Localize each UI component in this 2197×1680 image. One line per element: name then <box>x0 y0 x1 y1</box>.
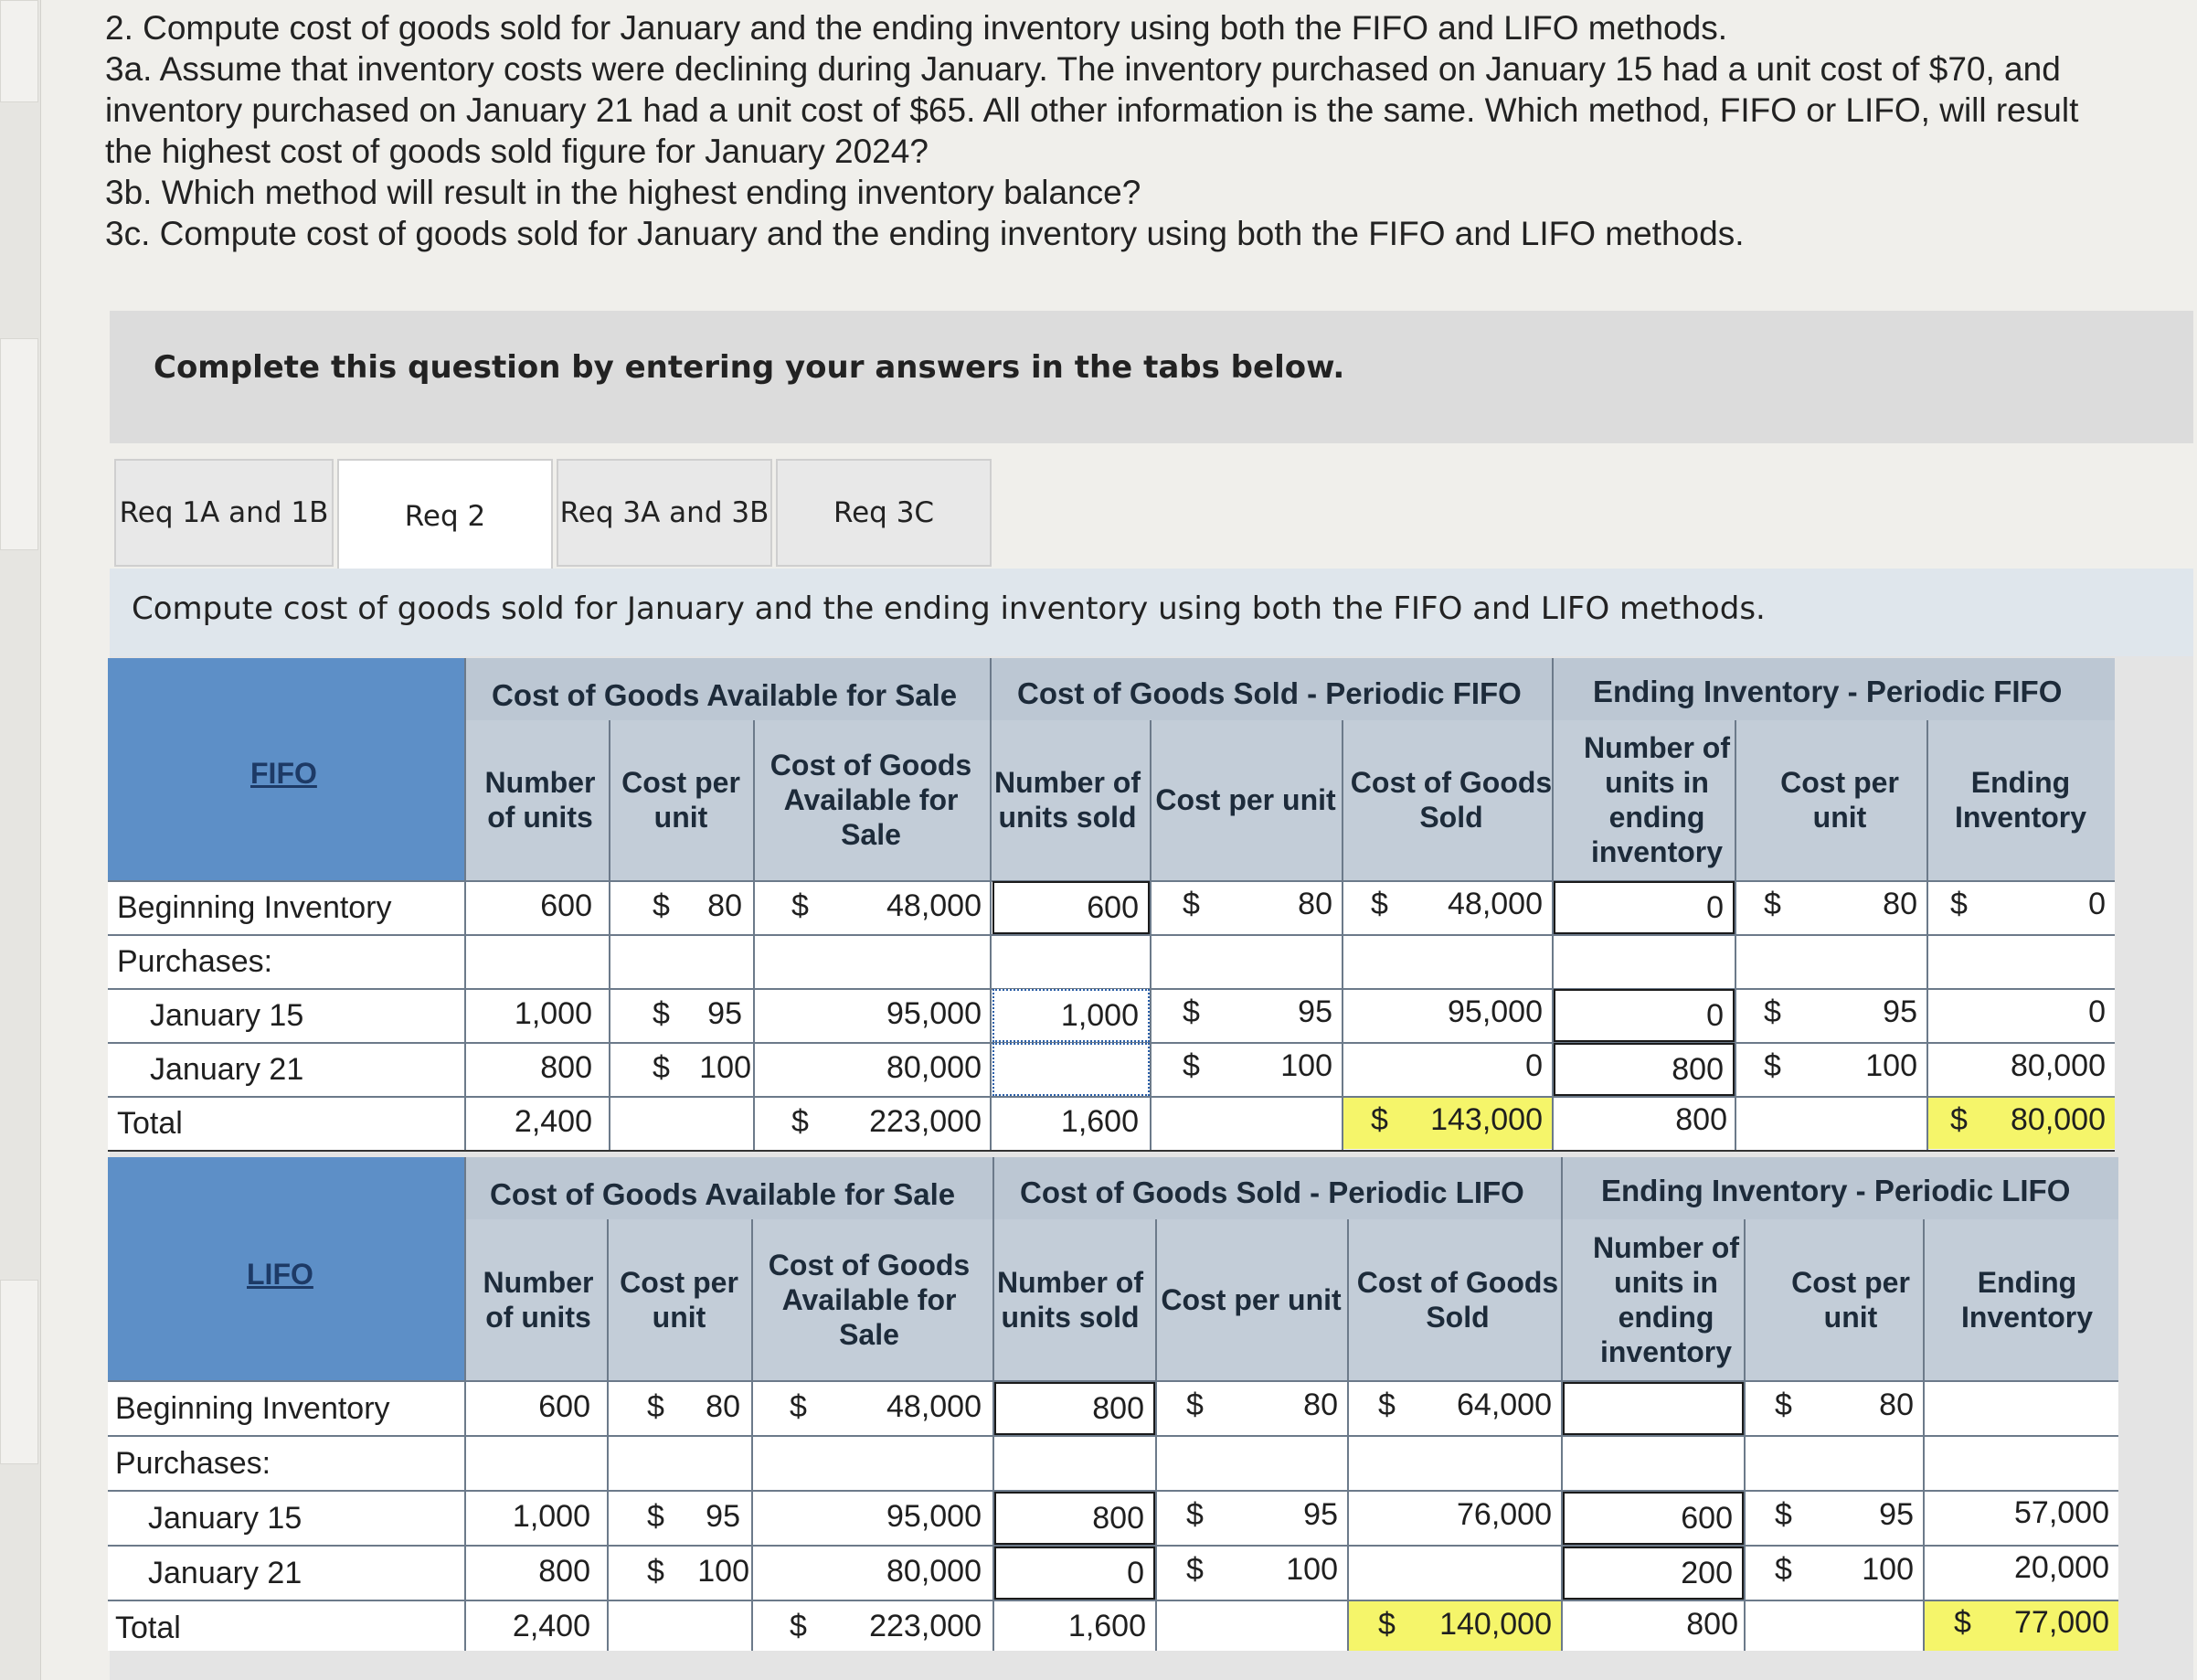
fifo-jan21-cogas: 80,000 <box>886 1050 982 1085</box>
dollar-sign: $ <box>1183 887 1200 921</box>
fifo-beg-units: 600 <box>540 888 592 923</box>
side-tab-stub <box>0 0 38 102</box>
lifo-jan21-cost: 100 <box>697 1554 749 1589</box>
dollar-sign: $ <box>1775 1497 1792 1532</box>
lifo-row-total: Total <box>115 1611 181 1645</box>
fifo-total-end-units: 800 <box>1675 1102 1727 1137</box>
lifo-total-cogs: 140,000 <box>1439 1607 1552 1642</box>
lifo-col-cogas: Cost of Goods Available for Sale <box>768 1249 971 1351</box>
grid-line <box>108 1150 2115 1152</box>
lifo-beg-units: 600 <box>538 1389 590 1424</box>
lifo-jan15-sold-cost: 95 <box>1303 1497 1338 1532</box>
lifo-total-cogas: 223,000 <box>869 1609 982 1643</box>
lifo-jan21-sold-cost: 100 <box>1286 1552 1338 1587</box>
dollar-sign: $ <box>1950 887 1968 921</box>
lifo-jan21-end-units-input[interactable]: 200 <box>1563 1547 1744 1600</box>
fifo-col-ending-inv: Ending Inventory <box>1954 766 2087 834</box>
lifo-jan15-sold-units-input[interactable]: 800 <box>994 1492 1155 1545</box>
dollar-sign: $ <box>791 888 809 923</box>
side-tab-stub <box>0 1280 38 1464</box>
dollar-sign: $ <box>1371 887 1388 921</box>
dollar-sign: $ <box>1183 1048 1200 1083</box>
lifo-jan21-cogas: 80,000 <box>886 1554 982 1589</box>
lifo-row-beginning: Beginning Inventory <box>115 1391 390 1426</box>
fifo-beg-end-units-input[interactable]: 0 <box>1554 881 1735 934</box>
lifo-method-label[interactable]: LIFO <box>247 1258 313 1291</box>
lifo-total-end-inv: 77,000 <box>2014 1605 2109 1640</box>
lifo-row-jan15: January 15 <box>148 1501 302 1536</box>
left-edge-panel <box>0 0 41 1680</box>
grid-line <box>108 1600 2118 1601</box>
lifo-jan21-end-cost: 100 <box>1862 1552 1914 1587</box>
fifo-row-total: Total <box>117 1106 183 1141</box>
question-2: 2. Compute cost of goods sold for January and the ending inventory using both the FIFO and LIFO methods. <box>105 9 1727 47</box>
lifo-beg-sold-cost: 80 <box>1303 1388 1338 1422</box>
lifo-jan15-units: 1,000 <box>512 1499 590 1534</box>
grid-line <box>1342 720 1343 1152</box>
tab-req-2[interactable]: Req 2 <box>337 459 553 572</box>
lifo-jan21-units: 800 <box>538 1554 590 1589</box>
dollar-sign: $ <box>1775 1388 1792 1422</box>
tab-req-3c[interactable]: Req 3C <box>776 459 992 567</box>
lifo-col-sold-cost: Cost per unit <box>1161 1283 1342 1316</box>
fifo-row-purchases: Purchases: <box>117 944 273 979</box>
fifo-col-cost: Cost per unit <box>621 766 740 834</box>
fifo-jan21-cogs: 0 <box>1525 1048 1543 1083</box>
fifo-col-cogs: Cost of Goods Sold <box>1350 766 1553 834</box>
fifo-col-units-ending: Number of units in ending inventory <box>1584 731 1730 868</box>
fifo-col-sold-cost: Cost per unit <box>1155 783 1336 816</box>
lifo-beg-cogas: 48,000 <box>886 1389 982 1424</box>
dollar-sign: $ <box>1764 1048 1781 1083</box>
grid-line <box>1926 720 1928 1152</box>
fifo-jan21-end-units-input[interactable]: 800 <box>1554 1043 1735 1096</box>
lifo-table <box>108 1157 2118 1651</box>
fifo-jan15-end-cost: 95 <box>1883 994 1917 1029</box>
dollar-sign: $ <box>1183 994 1200 1029</box>
lifo-jan21-sold-units-input[interactable]: 0 <box>994 1547 1155 1600</box>
lifo-beg-cogs: 64,000 <box>1457 1388 1552 1422</box>
lifo-total-sold-units: 1,600 <box>1067 1609 1146 1643</box>
fifo-total-end-inv: 80,000 <box>2011 1102 2106 1137</box>
question-3c: 3c. Compute cost of goods sold for January and the ending inventory using both the FIFO and LIFO methods. <box>105 215 1745 252</box>
question-3a-line3: the highest cost of goods sold figure for January 2024? <box>105 133 929 170</box>
content-heading: Compute cost of goods sold for January and the ending inventory using both the FIFO and LIFO methods. <box>132 590 1766 627</box>
fifo-jan15-sold-units-input[interactable]: 1,000 <box>992 989 1150 1042</box>
dollar-sign: $ <box>647 1389 664 1424</box>
fifo-jan15-end-inv: 0 <box>2088 994 2106 1029</box>
dollar-sign: $ <box>1186 1497 1204 1532</box>
dollar-sign: $ <box>790 1609 807 1643</box>
dollar-sign: $ <box>1371 1102 1388 1137</box>
lifo-jan15-cost: 95 <box>706 1499 740 1534</box>
fifo-beg-cogs: 48,000 <box>1448 887 1543 921</box>
lifo-col-cost: Cost per unit <box>620 1266 738 1334</box>
fifo-row-jan21: January 21 <box>150 1052 304 1087</box>
dollar-sign: $ <box>1378 1607 1396 1642</box>
lifo-jan15-end-units-input[interactable]: 600 <box>1563 1492 1744 1545</box>
lifo-beg-end-units-input[interactable] <box>1563 1382 1744 1435</box>
fifo-jan15-units: 1,000 <box>514 996 592 1031</box>
lifo-jan15-end-cost: 95 <box>1879 1497 1914 1532</box>
fifo-total-cogs: 143,000 <box>1430 1102 1543 1137</box>
fifo-table <box>108 658 2115 1152</box>
dollar-sign: $ <box>1775 1552 1792 1587</box>
fifo-jan21-sold-units-input[interactable] <box>992 1043 1150 1096</box>
fifo-group-ending: Ending Inventory - Periodic FIFO <box>1593 675 2063 708</box>
dollar-sign: $ <box>1764 887 1781 921</box>
fifo-beg-end-cost: 80 <box>1883 887 1917 921</box>
content-heading-band <box>110 569 2193 656</box>
question-3a-line2: inventory purchased on January 21 had a unit cost of $65. All other information is the same. Which method, FIFO or LIFO, will result <box>105 91 2079 129</box>
fifo-col-cogas: Cost of Goods Available for Sale <box>769 749 972 851</box>
instruction-text: Complete this question by entering your answers in the tabs below. <box>154 349 1345 386</box>
dollar-sign: $ <box>1186 1388 1204 1422</box>
lifo-jan21-end-inv: 20,000 <box>2014 1550 2109 1585</box>
fifo-group-available: Cost of Goods Available for Sale <box>492 678 958 712</box>
grid-line <box>464 658 466 1152</box>
fifo-jan15-cogs: 95,000 <box>1448 994 1543 1029</box>
lifo-col-units: Number of units <box>483 1266 594 1334</box>
grid-line <box>990 658 992 1152</box>
fifo-beg-cost: 80 <box>707 888 742 923</box>
dollar-sign: $ <box>653 996 670 1031</box>
grid-line <box>609 720 610 1152</box>
grid-line <box>1150 720 1152 1152</box>
fifo-row-jan15: January 15 <box>150 998 304 1033</box>
fifo-total-sold-units: 1,600 <box>1060 1104 1139 1139</box>
grid-line <box>1735 720 1736 1152</box>
fifo-beg-sold-units-input[interactable]: 600 <box>992 881 1150 934</box>
fifo-jan21-end-cost: 100 <box>1865 1048 1917 1083</box>
lifo-total-end-units: 800 <box>1686 1607 1738 1642</box>
lifo-group-available: Cost of Goods Available for Sale <box>490 1177 956 1211</box>
fifo-col-units: Number of units <box>484 766 596 834</box>
dollar-sign: $ <box>1764 994 1781 1029</box>
fifo-total-cogas: 223,000 <box>869 1104 982 1139</box>
dollar-sign: $ <box>1950 1102 1968 1137</box>
fifo-beg-cogas: 48,000 <box>886 888 982 923</box>
fifo-jan21-sold-cost: 100 <box>1280 1048 1332 1083</box>
lifo-row-jan21: January 21 <box>148 1556 302 1590</box>
fifo-jan15-cost: 95 <box>707 996 742 1031</box>
lifo-total-units: 2,400 <box>512 1609 590 1643</box>
lifo-jan15-cogs: 76,000 <box>1457 1497 1552 1532</box>
lifo-jan15-end-inv: 57,000 <box>2014 1495 2109 1530</box>
lifo-col-ending-inv: Ending Inventory <box>1960 1266 2094 1334</box>
fifo-jan21-units: 800 <box>540 1050 592 1085</box>
question-text <box>105 7 2189 254</box>
lifo-beg-cost: 80 <box>706 1389 740 1424</box>
fifo-jan15-cogas: 95,000 <box>886 996 982 1031</box>
tab-req-1a-1b[interactable]: Req 1A and 1B <box>114 459 334 567</box>
lifo-col-end-cost: Cost per unit <box>1791 1266 1910 1334</box>
lifo-col-units-sold: Number of units sold <box>997 1266 1143 1334</box>
lifo-col-cogs: Cost of Goods Sold <box>1356 1266 1559 1334</box>
dollar-sign: $ <box>790 1389 807 1424</box>
lifo-beg-sold-units-input[interactable]: 800 <box>994 1382 1155 1435</box>
fifo-beg-sold-cost: 80 <box>1298 887 1332 921</box>
question-3b: 3b. Which method will result in the highest ending inventory balance? <box>105 174 1141 211</box>
dollar-sign: $ <box>647 1499 664 1534</box>
grid-line <box>753 720 755 1152</box>
dollar-sign: $ <box>1186 1552 1204 1587</box>
fifo-total-units: 2,400 <box>514 1104 592 1139</box>
fifo-group-sold: Cost of Goods Sold - Periodic FIFO <box>1017 676 1522 710</box>
dollar-sign: $ <box>1378 1388 1396 1422</box>
grid-line <box>464 1157 466 1651</box>
dollar-sign: $ <box>653 888 670 923</box>
fifo-jan15-end-units-input[interactable]: 0 <box>1554 989 1735 1042</box>
dollar-sign: $ <box>1954 1605 1971 1640</box>
fifo-beg-end-inv: 0 <box>2088 887 2106 921</box>
lifo-group-sold: Cost of Goods Sold - Periodic LIFO <box>1020 1175 1524 1209</box>
dollar-sign: $ <box>791 1104 809 1139</box>
tab-req-3a-3b[interactable]: Req 3A and 3B <box>557 459 772 567</box>
fifo-row-beginning: Beginning Inventory <box>117 890 392 925</box>
fifo-method-label[interactable]: FIFO <box>250 757 317 790</box>
instruction-box <box>110 311 2193 443</box>
grid-line <box>108 1435 2118 1437</box>
fifo-col-units-sold: Number of units sold <box>994 766 1141 834</box>
fifo-jan15-sold-cost: 95 <box>1298 994 1332 1029</box>
fifo-col-end-cost: Cost per unit <box>1780 766 1899 834</box>
dollar-sign: $ <box>653 1050 670 1085</box>
lifo-group-ending: Ending Inventory - Periodic LIFO <box>1601 1174 2071 1207</box>
lifo-jan15-cogas: 95,000 <box>886 1499 982 1534</box>
lifo-row-purchases: Purchases: <box>115 1446 271 1481</box>
grid-line <box>108 1096 2115 1098</box>
lifo-beg-end-cost: 80 <box>1879 1388 1914 1422</box>
dollar-sign: $ <box>647 1554 664 1589</box>
grid-line <box>108 934 2115 936</box>
side-tab-stub <box>0 338 38 550</box>
fifo-jan21-end-inv: 80,000 <box>2011 1048 2106 1083</box>
fifo-jan21-cost: 100 <box>699 1050 751 1085</box>
lifo-col-units-ending: Number of units in ending inventory <box>1593 1231 1739 1368</box>
question-3a-line1: 3a. Assume that inventory costs were declining during January. The inventory purchased on January 15 had a unit cost of $70, and <box>105 50 2061 88</box>
